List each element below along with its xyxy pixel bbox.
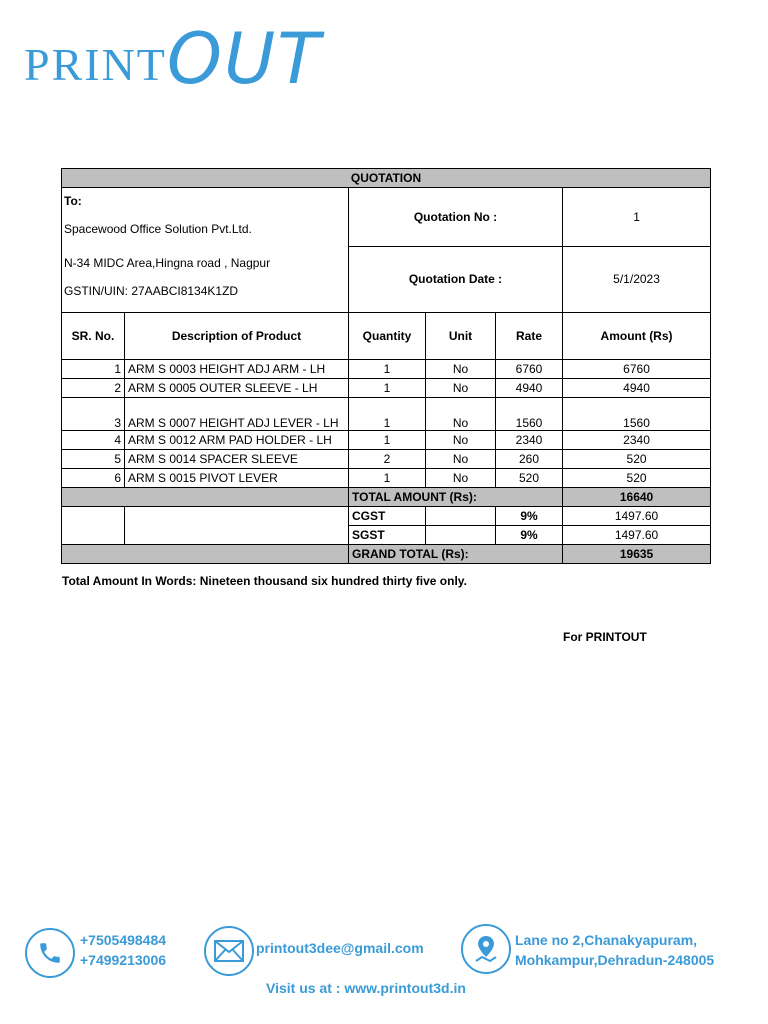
address-block xyxy=(515,930,714,970)
item-description: ARM S 0015 PIVOT LEVER xyxy=(125,469,349,488)
sgst-label: SGST xyxy=(349,526,426,545)
quotation-no-row xyxy=(62,188,711,247)
total-amount-value: 16640 xyxy=(563,488,711,507)
item-sr: 1 xyxy=(62,360,125,379)
cgst-value: 1497.60 xyxy=(563,507,711,526)
total-amount-row xyxy=(62,488,711,507)
quotation-table xyxy=(61,168,711,564)
item-rate: 520 xyxy=(496,469,563,488)
item-rate: 260 xyxy=(496,450,563,469)
quotation-title-row xyxy=(62,169,711,188)
item-unit: No xyxy=(426,450,496,469)
quotation-no-label: Quotation No : xyxy=(349,188,563,247)
item-rate: 1560 xyxy=(496,398,563,431)
to-block-top xyxy=(62,188,349,247)
contact-footer xyxy=(0,922,768,982)
email-address[interactable]: printout3dee@gmail.com xyxy=(256,940,424,956)
total-amount-label: TOTAL AMOUNT (Rs): xyxy=(349,488,563,507)
location-icon xyxy=(461,924,511,974)
grand-total-row xyxy=(62,545,711,564)
phone-numbers xyxy=(80,930,166,970)
col-header-quantity: Quantity xyxy=(349,313,426,360)
item-quantity: 1 xyxy=(349,431,426,450)
item-amount: 6760 xyxy=(563,360,711,379)
item-amount: 4940 xyxy=(563,379,711,398)
col-header-sr: SR. No. xyxy=(62,313,125,360)
client-gstin: GSTIN/UIN: 27AABCI8134K1ZD xyxy=(64,284,239,298)
table-header-row xyxy=(62,313,711,360)
table-row xyxy=(62,469,711,488)
quotation-date-row xyxy=(62,246,711,313)
item-unit: No xyxy=(426,379,496,398)
sgst-blank xyxy=(426,526,496,545)
logo-print-text: PRINT xyxy=(24,39,167,90)
item-quantity: 1 xyxy=(349,360,426,379)
logo-out-text: OUT xyxy=(166,18,322,100)
amount-in-words: Total Amount In Words: Nineteen thousand six hundred thirty five only. xyxy=(62,574,467,588)
cgst-blank xyxy=(426,507,496,526)
grand-total-value: 19635 xyxy=(563,545,711,564)
item-sr: 5 xyxy=(62,450,125,469)
item-quantity: 2 xyxy=(349,450,426,469)
item-description: ARM S 0003 HEIGHT ADJ ARM - LH xyxy=(125,360,349,379)
table-row xyxy=(62,398,711,431)
col-header-description: Description of Product xyxy=(125,313,349,360)
item-amount: 2340 xyxy=(563,431,711,450)
grand-row-blank xyxy=(62,545,349,564)
item-amount: 1560 xyxy=(563,398,711,431)
item-sr: 2 xyxy=(62,379,125,398)
quotation-no-value: 1 xyxy=(563,188,711,247)
quotation-title: QUOTATION xyxy=(62,169,711,188)
table-row xyxy=(62,431,711,450)
phone-icon xyxy=(25,928,75,978)
item-sr: 4 xyxy=(62,431,125,450)
to-block-bottom xyxy=(62,246,349,313)
table-row xyxy=(62,360,711,379)
item-description: ARM S 0007 HEIGHT ADJ LEVER - LH xyxy=(125,398,349,431)
item-sr: 3 xyxy=(62,398,125,431)
website-link[interactable]: Visit us at : www.printout3d.in xyxy=(266,980,466,996)
signature-for: For PRINTOUT xyxy=(563,630,647,644)
item-quantity: 1 xyxy=(349,379,426,398)
sgst-value: 1497.60 xyxy=(563,526,711,545)
sgst-rate: 9% xyxy=(496,526,563,545)
phone-number-2: +7499213006 xyxy=(80,952,167,968)
item-rate: 6760 xyxy=(496,360,563,379)
to-label: To: xyxy=(64,194,82,208)
client-name: Spacewood Office Solution Pvt.Ltd. xyxy=(64,222,252,236)
grand-total-label: GRAND TOTAL (Rs): xyxy=(349,545,563,564)
table-row xyxy=(62,450,711,469)
item-rate: 4940 xyxy=(496,379,563,398)
item-amount: 520 xyxy=(563,469,711,488)
item-quantity: 1 xyxy=(349,469,426,488)
col-header-amount: Amount (Rs) xyxy=(563,313,711,360)
item-description: ARM S 0005 OUTER SLEEVE - LH xyxy=(125,379,349,398)
tax-blank-desc xyxy=(125,507,349,545)
address-line-2: Mohkampur,Dehradun-248005 xyxy=(515,952,715,968)
quotation-date-label: Quotation Date : xyxy=(349,246,563,313)
cgst-row xyxy=(62,507,711,526)
client-address: N-34 MIDC Area,Hingna road , Nagpur xyxy=(64,256,271,270)
tax-blank-sr xyxy=(62,507,125,545)
item-rate: 2340 xyxy=(496,431,563,450)
col-header-rate: Rate xyxy=(496,313,563,360)
item-unit: No xyxy=(426,469,496,488)
item-sr: 6 xyxy=(62,469,125,488)
mail-icon xyxy=(204,926,254,976)
item-description: ARM S 0014 SPACER SLEEVE xyxy=(125,450,349,469)
item-unit: No xyxy=(426,431,496,450)
item-quantity: 1 xyxy=(349,398,426,431)
quotation-date-value: 5/1/2023 xyxy=(563,246,711,313)
printout-logo xyxy=(24,18,322,100)
address-line-1: Lane no 2,Chanakyapuram, xyxy=(515,932,698,948)
item-description: ARM S 0012 ARM PAD HOLDER - LH xyxy=(125,431,349,450)
col-header-unit: Unit xyxy=(426,313,496,360)
table-row xyxy=(62,379,711,398)
item-unit: No xyxy=(426,398,496,431)
item-unit: No xyxy=(426,360,496,379)
item-amount: 520 xyxy=(563,450,711,469)
cgst-label: CGST xyxy=(349,507,426,526)
total-row-blank xyxy=(62,488,349,507)
phone-number-1: +7505498484 xyxy=(80,932,167,948)
cgst-rate: 9% xyxy=(496,507,563,526)
